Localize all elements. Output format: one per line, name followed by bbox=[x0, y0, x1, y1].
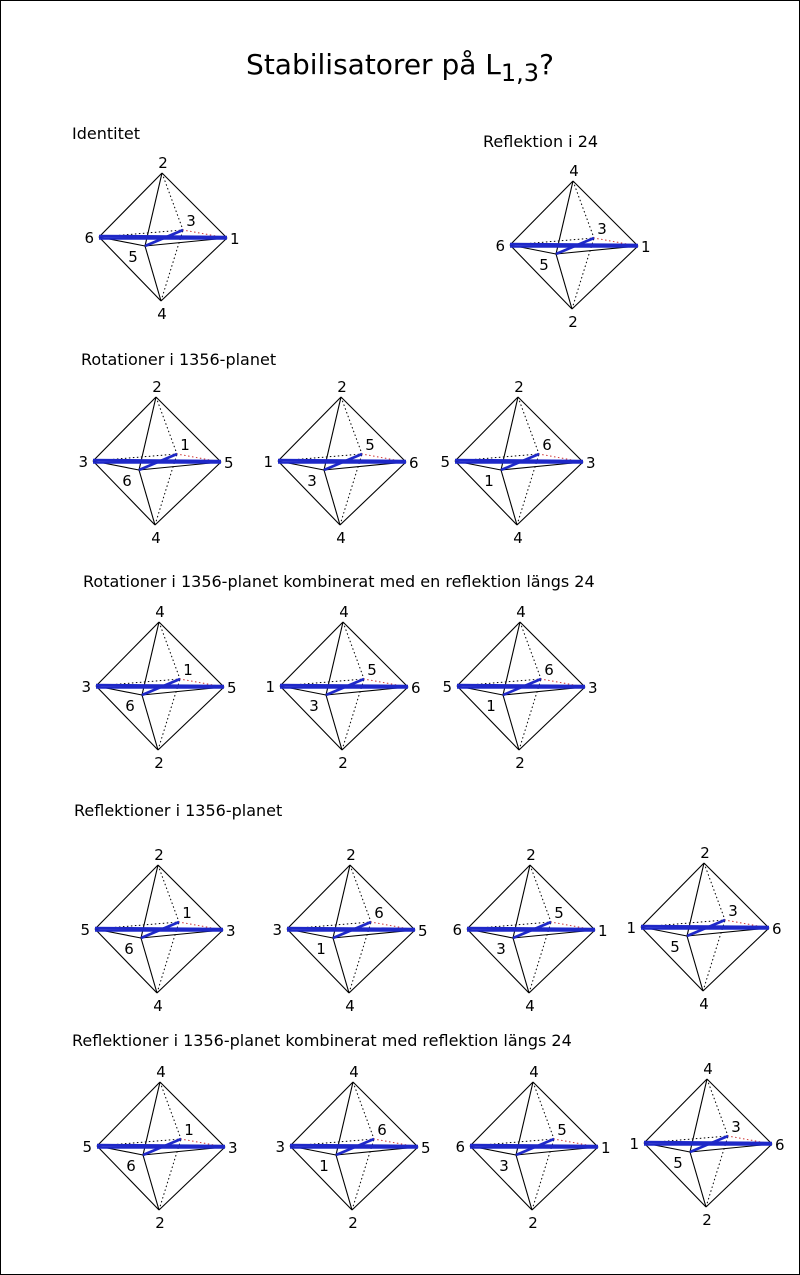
vertex-label-right: 3 bbox=[588, 679, 598, 697]
vertex-label-right: 1 bbox=[230, 230, 240, 248]
vertex-label-back: 3 bbox=[597, 220, 607, 238]
hidden-edge bbox=[573, 181, 594, 238]
hidden-edge bbox=[518, 397, 539, 454]
octahedron-diagram bbox=[80, 846, 235, 1015]
octahedron-diagram bbox=[82, 1063, 237, 1232]
vertex-label-left: 3 bbox=[81, 678, 91, 696]
edge bbox=[501, 397, 518, 470]
vertex-label-left: 5 bbox=[440, 453, 450, 471]
vertex-label-top: 2 bbox=[337, 378, 347, 396]
edge bbox=[690, 1079, 707, 1152]
hidden-edge bbox=[343, 622, 364, 679]
vertex-label-front: 6 bbox=[124, 940, 134, 958]
heading-reflections: Reflektioner i 1356-planet bbox=[74, 801, 283, 820]
vertex-label-top: 2 bbox=[154, 846, 164, 864]
hidden-edge bbox=[158, 865, 179, 922]
heading-reflections-with-reflection: Reflektioner i 1356-planet kombinerat med reflektion längs 24 bbox=[72, 1031, 572, 1050]
vertex-label-top: 4 bbox=[155, 603, 165, 621]
edge bbox=[139, 397, 156, 470]
vertex-label-top: 4 bbox=[529, 1063, 539, 1081]
edge bbox=[97, 1082, 160, 1146]
vertex-label-back: 1 bbox=[182, 904, 192, 922]
octahedron-diagram bbox=[265, 603, 420, 772]
heading-identity: Identitet bbox=[72, 124, 140, 143]
vertex-label-bottom: 4 bbox=[153, 997, 163, 1015]
vertex-label-back: 6 bbox=[542, 436, 552, 454]
edge bbox=[95, 865, 158, 929]
vertex-label-top: 4 bbox=[569, 162, 579, 180]
vertex-label-front: 1 bbox=[316, 940, 326, 958]
axis-line bbox=[95, 928, 223, 929]
octahedron-diagram bbox=[275, 1063, 430, 1232]
hidden-edge bbox=[520, 622, 541, 679]
octahedron-diagram bbox=[629, 1060, 784, 1229]
hidden-edge bbox=[160, 1082, 181, 1139]
vertex-label-left: 1 bbox=[629, 1135, 639, 1153]
vertex-label-right: 3 bbox=[226, 922, 236, 940]
vertex-label-right: 1 bbox=[598, 922, 608, 940]
vertex-label-left: 1 bbox=[265, 678, 275, 696]
axis-line bbox=[644, 1142, 772, 1143]
vertex-label-left: 3 bbox=[272, 921, 282, 939]
octahedron-diagram bbox=[626, 844, 781, 1013]
title-prefix: Stabilisatorer på L bbox=[246, 48, 501, 81]
axis-line bbox=[287, 928, 415, 929]
edge bbox=[326, 622, 343, 695]
edge bbox=[324, 397, 341, 470]
vertex-label-left: 5 bbox=[442, 678, 452, 696]
octahedron-diagram bbox=[442, 603, 597, 772]
octahedron-diagram bbox=[78, 378, 233, 547]
hidden-edge bbox=[704, 863, 725, 920]
vertex-label-right: 3 bbox=[586, 454, 596, 472]
vertex-label-back: 5 bbox=[557, 1121, 567, 1139]
edge bbox=[99, 173, 162, 237]
edge bbox=[455, 397, 518, 461]
vertex-label-bottom: 4 bbox=[345, 997, 355, 1015]
edge bbox=[687, 863, 704, 936]
vertex-label-left: 5 bbox=[82, 1138, 92, 1156]
vertex-label-bottom: 4 bbox=[513, 529, 523, 547]
edge bbox=[641, 863, 704, 927]
vertex-label-right: 6 bbox=[772, 920, 782, 938]
vertex-label-front: 1 bbox=[319, 1157, 329, 1175]
edge bbox=[143, 1082, 160, 1155]
vertex-label-right: 6 bbox=[409, 454, 419, 472]
vertex-label-bottom: 2 bbox=[155, 1214, 165, 1232]
octahedron-diagram bbox=[84, 154, 239, 323]
edge bbox=[516, 1082, 533, 1155]
vertex-label-bottom: 4 bbox=[157, 305, 167, 323]
edge bbox=[470, 1082, 533, 1146]
vertex-label-bottom: 2 bbox=[702, 1211, 712, 1229]
vertex-label-left: 6 bbox=[452, 921, 462, 939]
hidden-edge bbox=[162, 173, 183, 230]
vertex-label-right: 1 bbox=[601, 1139, 611, 1157]
vertex-label-back: 6 bbox=[374, 904, 384, 922]
edge bbox=[141, 865, 158, 938]
vertex-label-bottom: 2 bbox=[154, 754, 164, 772]
vertex-label-front: 6 bbox=[126, 1157, 136, 1175]
octahedron-diagram bbox=[455, 1063, 610, 1232]
vertex-label-top: 2 bbox=[158, 154, 168, 172]
edge bbox=[644, 1079, 707, 1143]
vertex-label-top: 4 bbox=[516, 603, 526, 621]
vertex-label-bottom: 2 bbox=[338, 754, 348, 772]
hidden-edge bbox=[533, 1082, 554, 1139]
edge bbox=[336, 1082, 353, 1155]
vertex-label-right: 5 bbox=[227, 679, 237, 697]
octahedron-diagram bbox=[272, 846, 427, 1015]
vertex-label-left: 1 bbox=[626, 919, 636, 937]
vertex-label-left: 5 bbox=[80, 921, 90, 939]
axis-line bbox=[457, 685, 585, 686]
vertex-label-top: 4 bbox=[703, 1060, 713, 1078]
vertex-label-front: 6 bbox=[125, 697, 135, 715]
hidden-edge bbox=[159, 622, 180, 679]
vertex-label-top: 2 bbox=[514, 378, 524, 396]
vertex-label-right: 6 bbox=[775, 1136, 785, 1154]
vertex-label-back: 1 bbox=[183, 661, 193, 679]
vertex-label-top: 2 bbox=[700, 844, 710, 862]
vertex-label-back: 1 bbox=[184, 1121, 194, 1139]
title-suffix: ? bbox=[539, 48, 554, 81]
axis-line bbox=[93, 460, 221, 461]
vertex-label-front: 3 bbox=[309, 697, 319, 715]
edge bbox=[287, 865, 350, 929]
vertex-label-bottom: 4 bbox=[699, 995, 709, 1013]
edge bbox=[457, 622, 520, 686]
hidden-edge bbox=[707, 1079, 728, 1136]
vertex-label-front: 5 bbox=[670, 938, 680, 956]
edge bbox=[333, 865, 350, 938]
vertex-label-front: 3 bbox=[496, 940, 506, 958]
vertex-label-front: 5 bbox=[128, 248, 138, 266]
vertex-label-right: 5 bbox=[421, 1139, 431, 1157]
hidden-edge bbox=[353, 1082, 374, 1139]
axis-line bbox=[467, 928, 595, 929]
vertex-label-left: 3 bbox=[78, 453, 88, 471]
vertex-label-left: 6 bbox=[455, 1138, 465, 1156]
title-subscript: 1,3 bbox=[500, 59, 540, 88]
edge bbox=[278, 397, 341, 461]
vertex-label-back: 5 bbox=[365, 436, 375, 454]
edge bbox=[145, 173, 162, 246]
vertex-label-top: 2 bbox=[346, 846, 356, 864]
heading-reflection-24: Reflektion i 24 bbox=[483, 132, 599, 151]
vertex-label-right: 1 bbox=[641, 238, 651, 256]
edge bbox=[503, 622, 520, 695]
vertex-label-right: 3 bbox=[228, 1139, 238, 1157]
vertex-label-right: 6 bbox=[411, 679, 421, 697]
vertex-label-right: 5 bbox=[224, 454, 234, 472]
octahedron-diagram bbox=[495, 162, 650, 331]
vertex-label-bottom: 2 bbox=[348, 1214, 358, 1232]
vertex-label-front: 3 bbox=[307, 472, 317, 490]
hidden-edge bbox=[341, 397, 362, 454]
vertex-label-back: 3 bbox=[728, 902, 738, 920]
edge bbox=[510, 181, 573, 245]
axis-line bbox=[470, 1145, 598, 1146]
heading-rotations-with-reflection: Rotationer i 1356-planet kombinerat med en reflektion längs 24 bbox=[83, 572, 595, 591]
edge bbox=[290, 1082, 353, 1146]
vertex-label-back: 3 bbox=[186, 212, 196, 230]
edge bbox=[142, 622, 159, 695]
hidden-edge bbox=[156, 397, 177, 454]
vertex-label-left: 1 bbox=[263, 453, 273, 471]
vertex-label-right: 5 bbox=[418, 922, 428, 940]
axis-line bbox=[510, 244, 638, 245]
vertex-label-left: 3 bbox=[275, 1138, 285, 1156]
vertex-label-bottom: 4 bbox=[151, 529, 161, 547]
hidden-edge bbox=[350, 865, 371, 922]
vertex-label-front: 5 bbox=[673, 1154, 683, 1172]
edge bbox=[556, 181, 573, 254]
axis-line bbox=[290, 1145, 418, 1146]
octahedron-diagram bbox=[452, 846, 607, 1015]
axis-line bbox=[641, 926, 769, 927]
octahedron-diagram bbox=[81, 603, 236, 772]
axis-line bbox=[280, 685, 408, 686]
vertex-label-front: 1 bbox=[486, 697, 496, 715]
vertex-label-top: 4 bbox=[156, 1063, 166, 1081]
vertex-label-back: 1 bbox=[180, 436, 190, 454]
vertex-label-top: 2 bbox=[526, 846, 536, 864]
vertex-label-front: 6 bbox=[122, 472, 132, 490]
edge bbox=[513, 865, 530, 938]
axis-line bbox=[99, 236, 227, 237]
vertex-label-front: 5 bbox=[539, 256, 549, 274]
vertex-label-bottom: 2 bbox=[515, 754, 525, 772]
axis-line bbox=[97, 1145, 225, 1146]
vertex-label-front: 1 bbox=[484, 472, 494, 490]
octahedron-diagram bbox=[440, 378, 595, 547]
hidden-edge bbox=[530, 865, 551, 922]
axis-line bbox=[455, 460, 583, 461]
heading-rotations: Rotationer i 1356-planet bbox=[81, 350, 277, 369]
vertex-label-back: 6 bbox=[377, 1121, 387, 1139]
vertex-label-bottom: 2 bbox=[568, 313, 578, 331]
vertex-label-left: 6 bbox=[84, 229, 94, 247]
vertex-label-bottom: 4 bbox=[336, 529, 346, 547]
edge bbox=[280, 622, 343, 686]
vertex-label-bottom: 4 bbox=[525, 997, 535, 1015]
vertex-label-back: 5 bbox=[554, 904, 564, 922]
vertex-label-bottom: 2 bbox=[528, 1214, 538, 1232]
axis-line bbox=[96, 685, 224, 686]
edge bbox=[93, 397, 156, 461]
vertex-label-front: 3 bbox=[499, 1157, 509, 1175]
vertex-label-back: 6 bbox=[544, 661, 554, 679]
vertex-label-top: 2 bbox=[152, 378, 162, 396]
vertex-label-top: 4 bbox=[349, 1063, 359, 1081]
vertex-label-back: 3 bbox=[731, 1118, 741, 1136]
axis-line bbox=[278, 460, 406, 461]
edge bbox=[96, 622, 159, 686]
vertex-label-left: 6 bbox=[495, 237, 505, 255]
octahedron-diagram bbox=[263, 378, 418, 547]
vertex-label-top: 4 bbox=[339, 603, 349, 621]
edge bbox=[467, 865, 530, 929]
vertex-label-back: 5 bbox=[367, 661, 377, 679]
